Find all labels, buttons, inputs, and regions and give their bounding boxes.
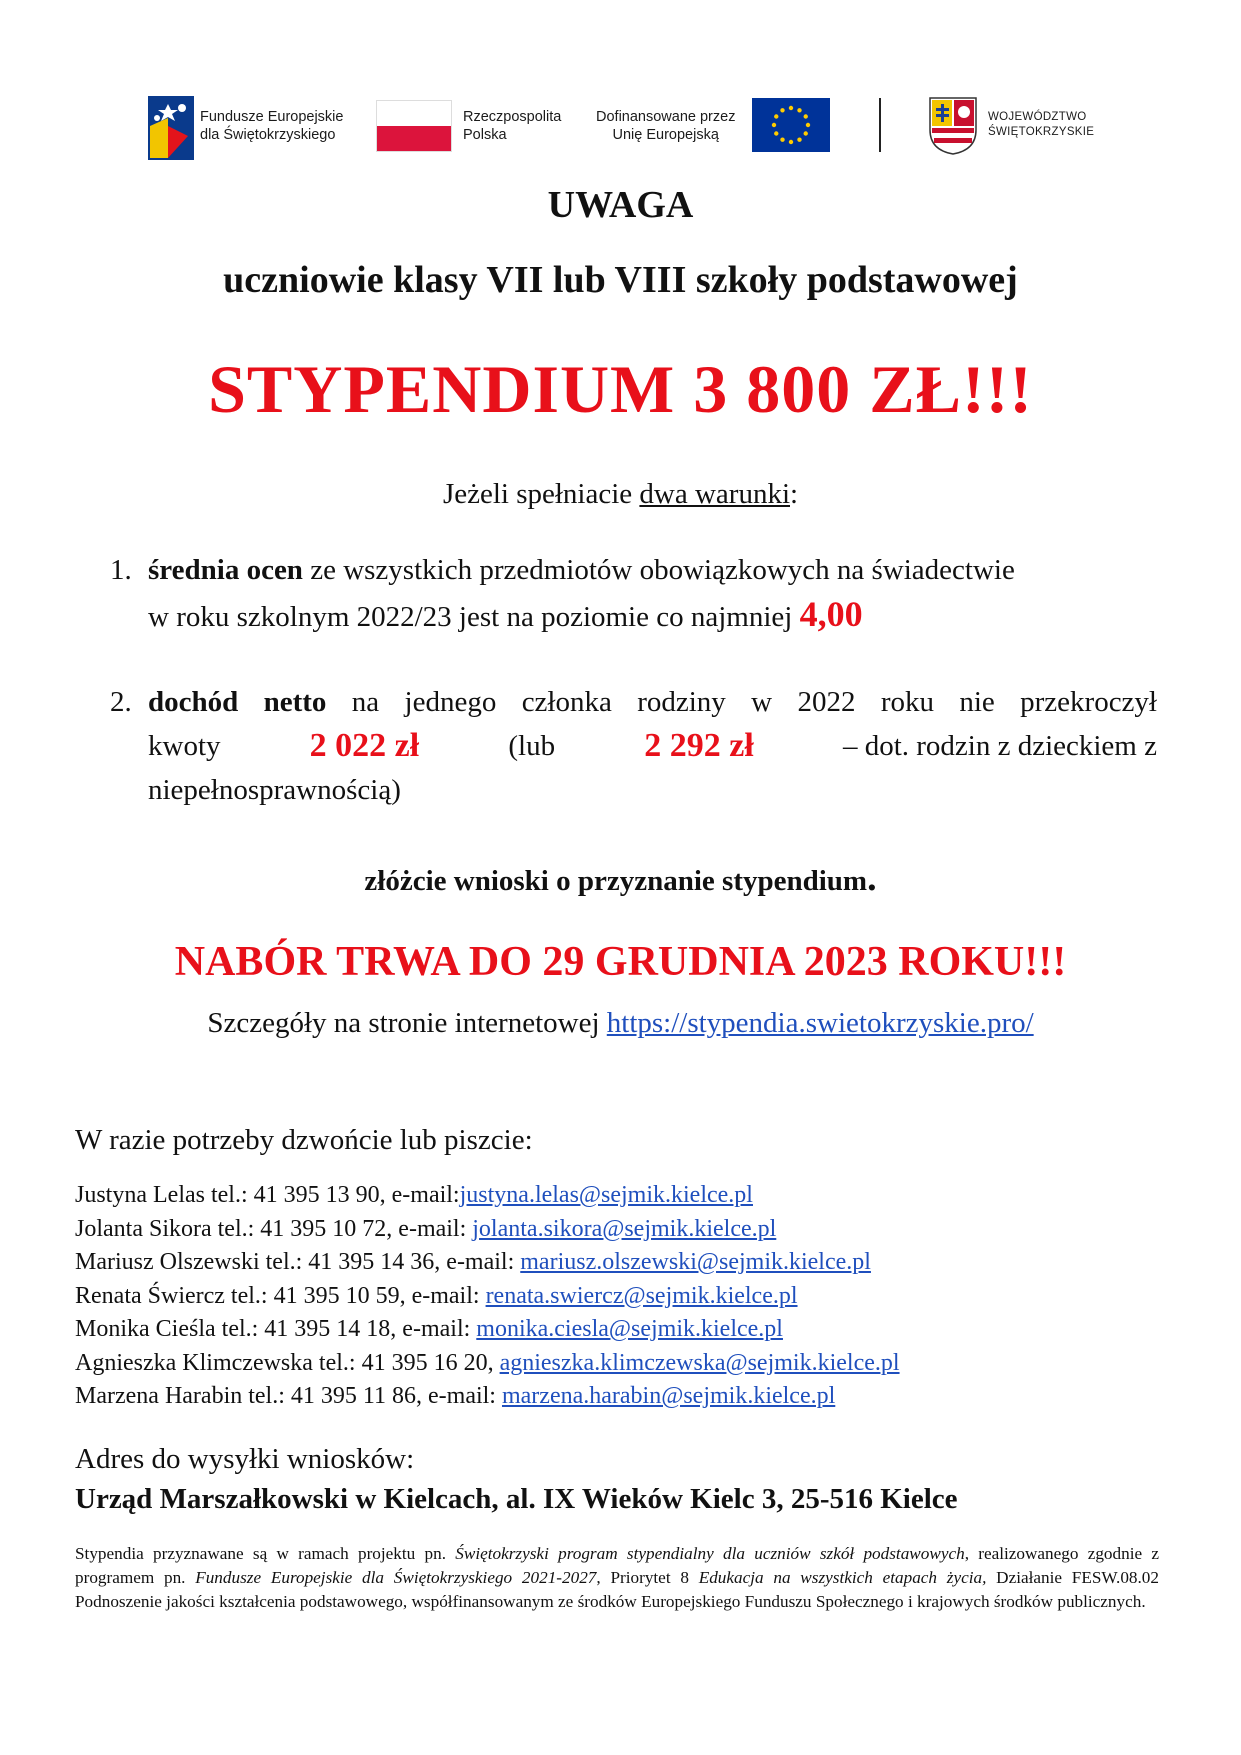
subheading: uczniowie klasy VII lub VIII szkoły podstawowej (223, 259, 1018, 301)
ue-logo-text (596, 108, 735, 144)
list-item (75, 1246, 900, 1280)
email-link[interactable]: mariusz.olszewski@sejmik.kielce.pl (520, 1249, 871, 1275)
contact-text: Agnieszka Klimczewska tel.: 41 395 16 20, (75, 1349, 500, 1376)
apply-text: złóżcie wnioski o przyznanie stypendium (364, 865, 868, 897)
condition-item-1 (110, 550, 1157, 637)
eu-star-icon (789, 140, 793, 144)
email-link[interactable]: renata.swiercz@sejmik.kielce.pl (485, 1282, 798, 1309)
address-heading: Adres do wysyłki wniosków: (75, 1443, 415, 1475)
condition-2-text2: – dot. rodzin z dzieckiem z (842, 730, 1157, 762)
condition-2-text3: niepełnosprawnością) (148, 774, 401, 806)
woj-line2: ŚWIĘTOKRZYSKIE (988, 126, 1095, 138)
polish-flag-icon (376, 100, 452, 152)
condition-1-bold: średnia ocen (148, 554, 303, 586)
eu-star-icon (806, 123, 810, 127)
fe-logo-text (200, 108, 343, 144)
footer-part: , realizowanego zgodnie z programem pn. (75, 1544, 1160, 1587)
footer-italic: Świętokrzyski program stypendialny dla uczniów szkół podstawowych (455, 1544, 965, 1563)
email-link[interactable]: agnieszka.klimczewska@sejmik.kielce.pl (499, 1349, 900, 1376)
list-item (75, 1313, 900, 1347)
stipend-banner: STYPENDIUM 3 800 ZŁ!!! (208, 351, 1033, 427)
contact-text: Marzena Harabin tel.: 41 395 11 86, e-mail: (75, 1383, 502, 1409)
contact-text: Jolanta Sikora tel.: 41 395 10 72, e-mail: (75, 1215, 473, 1242)
footer-italic: Fundusze Europejskie dla Świętokrzyskiego 2021-2027 (195, 1568, 597, 1587)
condition-1-line-2 (148, 594, 1157, 637)
eu-star-icon (797, 108, 801, 112)
list-item (75, 1213, 900, 1247)
footer-italic: Edukacja na wszystkich etapach życia, (698, 1568, 987, 1587)
footer-part: Działanie FESW.08.02 Podnoszenie jakości kształcenia podstawowego, współfinansowanym ze środków Europejskiego Funduszu Społecznego i krajowych środków publicznych. (75, 1568, 1159, 1611)
condition-2-line-1 (148, 680, 1157, 724)
contact-text: Mariusz Olszewski tel.: 41 395 14 36, e-mail: (75, 1249, 521, 1275)
condition-number: 1. (110, 554, 132, 586)
income-limit-disability: 2 292 zł (644, 727, 754, 764)
fundusze-europejskie-logo-icon (148, 96, 194, 160)
heading-uwaga: UWAGA (547, 184, 694, 226)
fe-line2: dla Świętokrzyskiego (200, 127, 336, 143)
condition-2-lub: (lub (508, 730, 556, 762)
eu-star-icon (772, 123, 776, 127)
eu-star-icon (789, 106, 793, 110)
condition-2-kwoty: kwoty (148, 730, 221, 762)
contact-text: Monika Cieśla tel.: 41 395 14 18, e-mail: (75, 1316, 477, 1342)
grade-threshold: 4,00 (799, 594, 863, 634)
eu-star-icon (797, 138, 801, 142)
rp-line2: Polska (463, 127, 507, 143)
conditions-intro-suffix: : (790, 478, 799, 510)
conditions-intro (0, 478, 1241, 511)
deadline-banner: NABÓR TRWA DO 29 GRUDNIA 2023 ROKU!!! (174, 939, 1067, 985)
website-link[interactable]: https://stypendia.swietokrzyskie.pro/ (606, 1007, 1034, 1039)
email-link[interactable]: jolanta.sikora@sejmik.kielce.pl (472, 1215, 777, 1242)
swietokrzyskie-crest-icon (928, 96, 978, 156)
eu-flag-icon (752, 98, 830, 152)
condition-2-bold: dochód netto (148, 686, 327, 718)
mailing-address: Urząd Marszałkowski w Kielcach, al. IX Wieków Kielc 3, 25-516 Kielce (75, 1483, 958, 1515)
condition-1-line-1 (148, 550, 1157, 590)
rp-logo-text (463, 108, 561, 144)
ue-line2: Unię Europejską (612, 127, 719, 143)
list-item (75, 1347, 900, 1381)
eu-star-icon (804, 131, 808, 135)
woj-line1: WOJEWÓDZTWO (988, 111, 1087, 123)
footer-part: Stypendia przyznawane są w ramach projektu pn. (75, 1544, 456, 1563)
woj-logo-text (988, 110, 1094, 140)
contact-heading: W razie potrzeby dzwońcie lub piszcie: (75, 1124, 533, 1156)
contact-text: Renata Świercz tel.: 41 395 10 59, e-mail: (75, 1282, 486, 1309)
eu-star-icon (780, 138, 784, 142)
eu-star-icon (774, 114, 778, 118)
details-prefix: Szczegóły na stronie internetowej (207, 1007, 607, 1039)
email-link[interactable]: justyna.lelas@sejmik.kielce.pl (459, 1182, 753, 1208)
condition-number: 2. (110, 686, 132, 718)
condition-item-2 (110, 680, 1157, 812)
footer-part: , Priorytet 8 (596, 1568, 699, 1587)
ue-line1: Dofinansowane przez (596, 109, 736, 125)
condition-2-line-2 (148, 724, 1157, 768)
condition-2-text1: na jednego członka rodziny w 2022 roku nie przekroczył (326, 686, 1157, 718)
conditions-intro-prefix: Jeżeli spełniacie (442, 478, 640, 510)
logo-divider (879, 98, 881, 152)
logo-bar (0, 96, 1241, 158)
footer-note (75, 1542, 1159, 1614)
details-line (0, 1007, 1241, 1040)
email-link[interactable]: marzena.harabin@sejmik.kielce.pl (501, 1383, 836, 1409)
rp-line1: Rzeczpospolita (463, 109, 562, 125)
list-item (75, 1280, 900, 1314)
income-limit: 2 022 zł (309, 727, 420, 764)
contact-text: Justyna Lelas tel.: 41 395 13 90, e-mail: (75, 1182, 460, 1208)
eu-star-icon (774, 131, 778, 135)
conditions-intro-underlined: dwa warunki (639, 478, 790, 510)
eu-star-icon (780, 108, 784, 112)
condition-1-text1: ze wszystkich przedmiotów obowiązkowych na świadectwie (302, 554, 1015, 586)
condition-1-text2: w roku szkolnym 2022/23 jest na poziomie co najmniej (148, 601, 800, 633)
list-item (75, 1179, 900, 1213)
eu-star-icon (804, 114, 808, 118)
fe-line1: Fundusze Europejskie (200, 109, 344, 125)
list-item (75, 1380, 900, 1414)
apply-call (0, 856, 1241, 900)
email-link[interactable]: monika.ciesla@sejmik.kielce.pl (476, 1316, 783, 1342)
apply-dot: . (867, 857, 877, 899)
contact-list (75, 1179, 900, 1414)
